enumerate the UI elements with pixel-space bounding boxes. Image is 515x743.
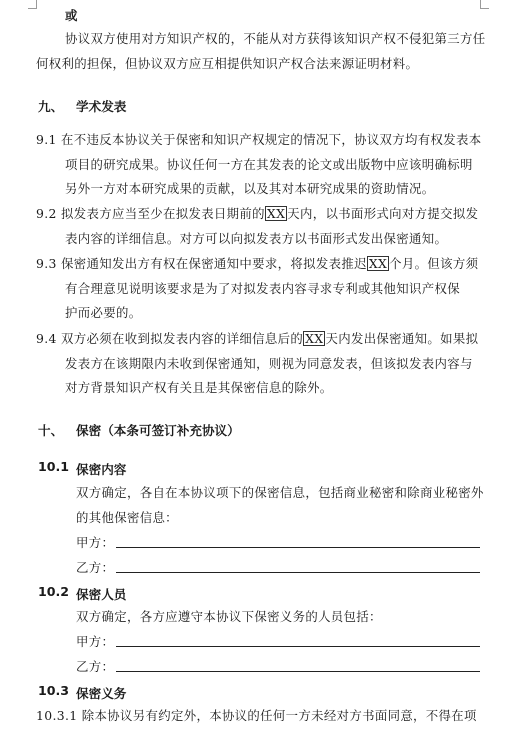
clause-9-3-line-1: [36, 256, 478, 272]
clause-9-4-days-field[interactable]: XX: [305, 331, 324, 346]
subsection-10-1-line-1: 双方确定，各自在本协议项下的保密信息，包括商业秘密和除商业秘密外: [76, 485, 484, 500]
clause-9-2-line-2: 表内容的详细信息。对方可以向拟发表方以书面形式发出保密通知。: [65, 231, 448, 246]
clause-9-4-line-1: [36, 331, 478, 347]
clause-9-1-line-2: 项目的研究成果。协议任何一方在其发表的论文或出版物中应该明确标明: [65, 157, 473, 172]
subsection-10-2-number: 10.2: [38, 584, 70, 599]
clause-9-4-line-3: 对方背景知识产权有关且是其保密信息的除外。: [65, 380, 333, 395]
subsection-10-2-party-b-field[interactable]: [116, 671, 480, 672]
subsection-10-1-line-2: 的其他保密信息：: [76, 510, 178, 525]
subsection-10-2-line-1: 双方确定，各方应遵守本协议下保密义务的人员包括：: [76, 609, 382, 624]
section-9-title: 学术发表: [76, 99, 127, 114]
clause-9-4-text-post: 天内发出保密通知。如果拟: [325, 331, 479, 346]
subsection-10-1-party-b-field[interactable]: [116, 572, 480, 573]
subsection-10-1-party-a-field[interactable]: [116, 547, 480, 548]
clause-9-2-text-post: 天内，以书面形式向对方提交拟发: [287, 206, 479, 221]
intro-line-2: 何权利的担保，但协议双方应互相提供知识产权合法来源证明材料。: [36, 56, 419, 71]
top-fragment-text: 或: [65, 8, 78, 23]
subsection-10-2-party-b-label: 乙方：: [76, 659, 115, 674]
clause-9-3-text-pre: 9.3 保密通知发出方有权在保密通知中要求，将拟发表推迟: [36, 256, 367, 271]
subsection-10-2-title: 保密人员: [76, 587, 127, 602]
crop-mark-top-left: [28, 0, 37, 9]
subsection-10-1-number: 10.1: [38, 459, 70, 474]
subsection-10-2-party-a-label: 甲方：: [76, 634, 115, 649]
section-9-number: 九、: [38, 99, 64, 114]
subsection-10-3-line-1: 10.3.1 除本协议另有约定外，本协议的任何一方未经对方书面同意，不得在项: [36, 708, 477, 723]
subsection-10-1-party-b-label: 乙方：: [76, 560, 115, 575]
clause-9-1-line-3: 另外一方对本研究成果的贡献，以及其对本研究成果的资助情况。: [65, 181, 435, 196]
clause-9-2-text-pre: 9.2 拟发表方应当至少在拟发表日期前的: [36, 206, 265, 221]
subsection-10-3-number: 10.3: [38, 683, 70, 698]
clause-9-2-days-field[interactable]: XX: [266, 206, 286, 221]
crop-mark-top-right: [480, 0, 489, 9]
clause-9-3-months-field[interactable]: XX: [368, 256, 388, 271]
clause-9-1-line-1: 9.1 在不违反本协议关于保密和知识产权规定的情况下，协议双方均有权发表本: [36, 132, 482, 147]
subsection-10-1-title: 保密内容: [76, 462, 127, 477]
clause-9-3-text-post: 个月。但该方须: [389, 256, 479, 271]
section-10-number: 十、: [38, 423, 64, 438]
clause-9-3-line-3: 护而必要的。: [65, 305, 142, 320]
clause-9-4-line-2: 发表方在该期限内未收到保密通知，则视为同意发表，但该拟发表内容与: [65, 356, 473, 371]
subsection-10-2-party-a-field[interactable]: [116, 646, 480, 647]
subsection-10-1-party-a-label: 甲方：: [76, 535, 115, 550]
subsection-10-3-title: 保密义务: [76, 686, 127, 701]
intro-line-1: 协议双方使用对方知识产权的，不能从对方获得该知识产权不侵犯第三方任: [65, 31, 486, 46]
section-10-title: 保密（本条可签订补充协议）: [76, 423, 240, 438]
clause-9-2-line-1: [36, 206, 478, 222]
clause-9-4-text-pre: 9.4 双方必须在收到拟发表内容的详细信息后的: [36, 331, 304, 346]
clause-9-3-line-2: 有合理意见说明该要求是为了对拟发表内容寻求专利或其他知识产权保: [65, 281, 460, 296]
